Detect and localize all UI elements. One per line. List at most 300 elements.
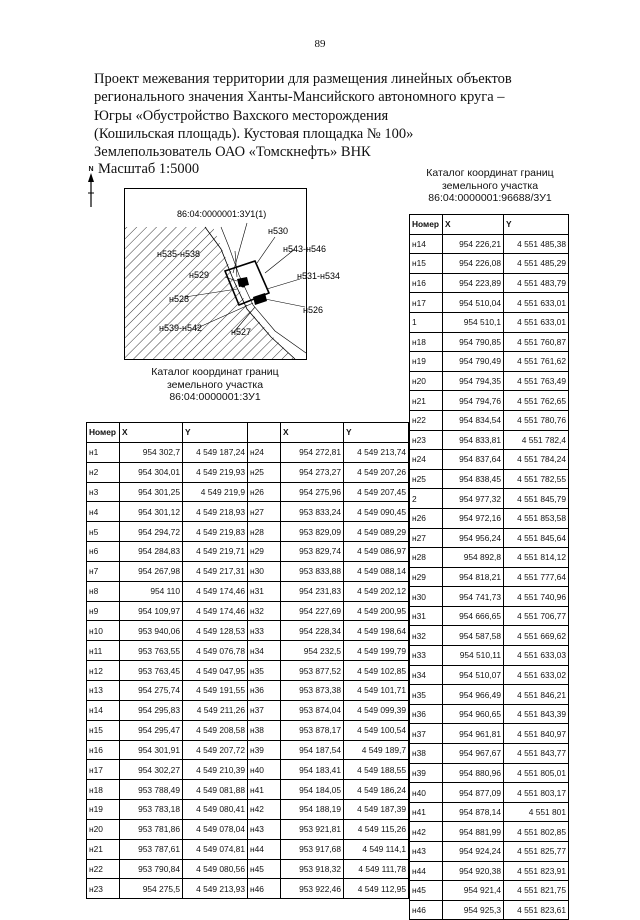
cell-num: н40 xyxy=(248,760,281,780)
cell-x: 954 302,27 xyxy=(120,760,183,780)
cell-y: 4 549 218,93 xyxy=(183,502,248,522)
table-row xyxy=(87,542,409,562)
cell-x: 954 272,81 xyxy=(281,442,344,462)
cell-num: н23 xyxy=(410,430,443,450)
cell-num: н29 xyxy=(410,567,443,587)
cell-x: 953 787,61 xyxy=(120,839,183,859)
cell-x: 954 301,25 xyxy=(120,482,183,502)
cell-x: 954 273,27 xyxy=(281,462,344,482)
map-label-n535-538: н535-н538 xyxy=(157,249,200,259)
cell-num: н43 xyxy=(410,842,443,862)
header-num: Номер xyxy=(87,423,120,443)
cell-num: н28 xyxy=(410,548,443,568)
header-x: X xyxy=(281,423,344,443)
table-row xyxy=(87,442,409,462)
cell-num: н21 xyxy=(410,391,443,411)
cell-x: 954 925,3 xyxy=(443,900,504,920)
title-line: Югры «Обустройство Вахского месторождения xyxy=(94,107,389,124)
cell-num: н34 xyxy=(410,665,443,685)
table-row xyxy=(410,704,569,724)
table-row xyxy=(410,744,569,764)
cell-x: 954 227,69 xyxy=(281,601,344,621)
cell-x: 954 228,34 xyxy=(281,621,344,641)
cell-x: 954 818,21 xyxy=(443,567,504,587)
map-label-n530: н530 xyxy=(268,226,288,236)
cell-x: 954 295,83 xyxy=(120,700,183,720)
cell-num: н31 xyxy=(248,581,281,601)
table-row xyxy=(410,822,569,842)
map-label-n531-534: н531-н534 xyxy=(297,271,340,281)
cell-y: 4 551 803,17 xyxy=(504,783,569,803)
table-row xyxy=(410,802,569,822)
cell-x: 953 878,17 xyxy=(281,720,344,740)
cell-x: 954 510,1 xyxy=(443,312,504,332)
cell-num: н43 xyxy=(248,819,281,839)
cell-num: н26 xyxy=(410,508,443,528)
cell-num: н12 xyxy=(87,661,120,681)
cell-num: н16 xyxy=(410,273,443,293)
table-row xyxy=(410,528,569,548)
cell-num: н11 xyxy=(87,641,120,661)
header-y: Y xyxy=(504,215,569,235)
table-row xyxy=(87,800,409,820)
cell-y: 4 549 202,12 xyxy=(344,581,409,601)
map-label-parcel: 86:04:0000001:3У1(1) xyxy=(177,209,267,219)
cell-y: 4 551 483,79 xyxy=(504,273,569,293)
cell-x: 954 301,91 xyxy=(120,740,183,760)
cell-num: н41 xyxy=(410,802,443,822)
caption-line: 86:04:0000001:3У1 xyxy=(169,391,261,403)
cell-x: 954 294,72 xyxy=(120,522,183,542)
cell-y: 4 551 760,87 xyxy=(504,332,569,352)
catalog1-table xyxy=(86,422,409,899)
cell-num: н28 xyxy=(248,522,281,542)
table-row xyxy=(87,780,409,800)
cell-y: 4 551 633,02 xyxy=(504,665,569,685)
cell-x: 954 275,5 xyxy=(120,879,183,899)
cell-y: 4 549 188,55 xyxy=(344,760,409,780)
cell-y: 4 549 207,45 xyxy=(344,482,409,502)
cell-num: н14 xyxy=(410,234,443,254)
cell-y: 4 549 219,71 xyxy=(183,542,248,562)
table-row xyxy=(87,661,409,681)
table-row xyxy=(87,839,409,859)
cell-y: 4 551 780,76 xyxy=(504,410,569,430)
map-label-n539-542: н539-н542 xyxy=(159,323,202,333)
cell-num: н42 xyxy=(248,800,281,820)
cell-y: 4 549 115,26 xyxy=(344,819,409,839)
cell-num: н8 xyxy=(87,581,120,601)
cell-y: 4 551 814,12 xyxy=(504,548,569,568)
scale-label: Масштаб 1:5000 xyxy=(98,161,200,177)
table-row xyxy=(87,522,409,542)
cell-y: 4 549 210,39 xyxy=(183,760,248,780)
table-row xyxy=(87,462,409,482)
cell-num: н9 xyxy=(87,601,120,621)
cell-x: 954 510,07 xyxy=(443,665,504,685)
cell-x: 954 794,35 xyxy=(443,371,504,391)
cell-y: 4 551 802,85 xyxy=(504,822,569,842)
cell-y: 4 551 633,01 xyxy=(504,293,569,313)
table-row xyxy=(87,760,409,780)
table-row xyxy=(410,861,569,881)
title-line: регионального значения Ханты-Мансийского автономного круга – xyxy=(94,89,505,106)
cell-num: н46 xyxy=(410,900,443,920)
cell-x: 954 188,19 xyxy=(281,800,344,820)
cell-num: н39 xyxy=(248,740,281,760)
cell-num: н6 xyxy=(87,542,120,562)
cell-num: н41 xyxy=(248,780,281,800)
north-arrow-icon xyxy=(86,173,96,207)
cell-num: н27 xyxy=(248,502,281,522)
table-row xyxy=(410,665,569,685)
table-row xyxy=(410,587,569,607)
cell-num: н30 xyxy=(410,587,443,607)
cell-x: 953 829,09 xyxy=(281,522,344,542)
caption-line: земельного участка xyxy=(166,378,264,391)
table-row xyxy=(410,450,569,470)
cell-x: 954 226,08 xyxy=(443,254,504,274)
cell-y: 4 549 080,56 xyxy=(183,859,248,879)
map-label-n543-546: н543-н546 xyxy=(283,244,326,254)
cell-x: 953 829,74 xyxy=(281,542,344,562)
cell-x: 954 301,12 xyxy=(120,502,183,522)
cell-y: 4 549 081,88 xyxy=(183,780,248,800)
cell-x: 954 275,74 xyxy=(120,680,183,700)
cell-y: 4 551 846,21 xyxy=(504,685,569,705)
table-row xyxy=(410,900,569,920)
cell-num: н10 xyxy=(87,621,120,641)
cell-num: н22 xyxy=(410,410,443,430)
cell-num: н17 xyxy=(87,760,120,780)
cell-y: 4 549 074,81 xyxy=(183,839,248,859)
table-row xyxy=(410,489,569,509)
cell-y: 4 551 485,29 xyxy=(504,254,569,274)
table-row xyxy=(87,621,409,641)
cell-y: 4 551 669,62 xyxy=(504,626,569,646)
cell-num: н45 xyxy=(410,881,443,901)
cell-num: н26 xyxy=(248,482,281,502)
header-x: X xyxy=(443,215,504,235)
table-row xyxy=(410,254,569,274)
header-y: Y xyxy=(344,423,409,443)
cell-y: 4 551 845,79 xyxy=(504,489,569,509)
cell-num: н32 xyxy=(248,601,281,621)
table-row xyxy=(87,720,409,740)
cell-x: 953 790,84 xyxy=(120,859,183,879)
cell-y: 4 549 211,26 xyxy=(183,700,248,720)
cell-x: 953 788,49 xyxy=(120,780,183,800)
cell-num: н3 xyxy=(87,482,120,502)
cell-x: 954 880,96 xyxy=(443,763,504,783)
cell-num: н38 xyxy=(248,720,281,740)
map-drawing xyxy=(125,189,340,359)
cell-num: н38 xyxy=(410,744,443,764)
cell-y: 4 551 740,96 xyxy=(504,587,569,607)
title-line: (Кошильская площадь). Кустовая площадка № 100» xyxy=(94,125,414,142)
cell-num: н33 xyxy=(248,621,281,641)
cell-num: н25 xyxy=(410,469,443,489)
cell-x: 953 877,52 xyxy=(281,661,344,681)
cell-x: 953 940,06 xyxy=(120,621,183,641)
cell-y: 4 549 199,79 xyxy=(344,641,409,661)
table-header-row xyxy=(410,215,569,235)
cell-x: 954 878,14 xyxy=(443,802,504,822)
cell-y: 4 549 078,04 xyxy=(183,819,248,839)
table-row xyxy=(87,601,409,621)
map-label-n527: н527 xyxy=(231,327,251,337)
cell-x: 954 232,5 xyxy=(281,641,344,661)
north-label: N xyxy=(88,166,94,173)
cell-num: н18 xyxy=(87,780,120,800)
cell-num: н7 xyxy=(87,561,120,581)
cell-num: н15 xyxy=(87,720,120,740)
cell-x: 954 110 xyxy=(120,581,183,601)
table-row xyxy=(410,410,569,430)
cell-x: 953 763,55 xyxy=(120,641,183,661)
cell-y: 4 549 186,24 xyxy=(344,780,409,800)
table-row xyxy=(410,391,569,411)
cell-num: 1 xyxy=(410,312,443,332)
cell-num: н21 xyxy=(87,839,120,859)
cell-x: 954 794,76 xyxy=(443,391,504,411)
table-row xyxy=(410,724,569,744)
cell-x: 954 833,81 xyxy=(443,430,504,450)
cell-num: н14 xyxy=(87,700,120,720)
cell-num: н13 xyxy=(87,680,120,700)
cell-y: 4 551 823,91 xyxy=(504,861,569,881)
map-label-n528: н528 xyxy=(169,294,189,304)
cell-x: 954 790,85 xyxy=(443,332,504,352)
cell-x: 954 838,45 xyxy=(443,469,504,489)
cell-x: 954 267,98 xyxy=(120,561,183,581)
table-row xyxy=(87,700,409,720)
cell-num: н24 xyxy=(410,450,443,470)
cell-y: 4 551 633,01 xyxy=(504,312,569,332)
cell-x: 954 510,04 xyxy=(443,293,504,313)
cell-y: 4 549 099,39 xyxy=(344,700,409,720)
cell-y: 4 551 784,24 xyxy=(504,450,569,470)
cell-num: н23 xyxy=(87,879,120,899)
cell-y: 4 551 706,77 xyxy=(504,606,569,626)
cell-num: н19 xyxy=(87,800,120,820)
cell-num: н16 xyxy=(87,740,120,760)
cell-num: н37 xyxy=(410,724,443,744)
cell-y: 4 551 763,49 xyxy=(504,371,569,391)
table-row xyxy=(87,581,409,601)
catalog2-caption xyxy=(400,167,580,205)
caption-line: Каталог координат границ xyxy=(151,366,279,378)
cell-y: 4 549 111,78 xyxy=(344,859,409,879)
table-row xyxy=(410,626,569,646)
cell-y: 4 549 128,53 xyxy=(183,621,248,641)
cell-num: н20 xyxy=(410,371,443,391)
catalog1-caption xyxy=(125,366,305,404)
table-row xyxy=(410,332,569,352)
cell-x: 954 741,73 xyxy=(443,587,504,607)
cell-y: 4 549 088,14 xyxy=(344,561,409,581)
cell-num: н33 xyxy=(410,646,443,666)
cell-num: н5 xyxy=(87,522,120,542)
table-row xyxy=(410,234,569,254)
table-row xyxy=(410,842,569,862)
table-row xyxy=(410,685,569,705)
table-row xyxy=(410,273,569,293)
parcel-marker xyxy=(241,283,246,288)
table-row xyxy=(87,819,409,839)
cell-num: н35 xyxy=(410,685,443,705)
table-row xyxy=(410,312,569,332)
cell-y: 4 549 198,64 xyxy=(344,621,409,641)
cell-num: н19 xyxy=(410,352,443,372)
cell-y: 4 551 843,77 xyxy=(504,744,569,764)
cell-num: н25 xyxy=(248,462,281,482)
cell-y: 4 551 843,39 xyxy=(504,704,569,724)
title-line: Проект межевания территории для размещения линейных объектов xyxy=(94,71,512,87)
cell-x: 953 763,45 xyxy=(120,661,183,681)
cell-num: 2 xyxy=(410,489,443,509)
cell-x: 954 881,99 xyxy=(443,822,504,842)
header-num xyxy=(248,423,281,443)
table-row xyxy=(410,606,569,626)
cell-y: 4 549 207,72 xyxy=(183,740,248,760)
cell-x: 954 967,67 xyxy=(443,744,504,764)
cell-num: н18 xyxy=(410,332,443,352)
cell-y: 4 549 213,93 xyxy=(183,879,248,899)
cell-x: 953 833,88 xyxy=(281,561,344,581)
cell-y: 4 549 114,1 xyxy=(344,839,409,859)
table-row xyxy=(410,469,569,489)
cell-num: н29 xyxy=(248,542,281,562)
cell-y: 4 549 219,83 xyxy=(183,522,248,542)
cell-y: 4 549 047,95 xyxy=(183,661,248,681)
table-row xyxy=(87,879,409,899)
caption-line: земельного участка xyxy=(441,179,539,192)
cell-y: 4 551 821,75 xyxy=(504,881,569,901)
cell-y: 4 549 189,7 xyxy=(344,740,409,760)
cell-x: 954 972,16 xyxy=(443,508,504,528)
cell-y: 4 549 090,45 xyxy=(344,502,409,522)
cell-num: н20 xyxy=(87,819,120,839)
header-num: Номер xyxy=(410,215,443,235)
cell-x: 954 960,65 xyxy=(443,704,504,724)
cell-x: 954 226,21 xyxy=(443,234,504,254)
cell-y: 4 549 174,46 xyxy=(183,601,248,621)
document-title xyxy=(94,70,564,161)
cell-num: н37 xyxy=(248,700,281,720)
cell-num: н17 xyxy=(410,293,443,313)
table-row xyxy=(87,482,409,502)
table-row xyxy=(410,352,569,372)
cell-x: 954 924,24 xyxy=(443,842,504,862)
cell-y: 4 551 853,58 xyxy=(504,508,569,528)
north-arrow xyxy=(86,166,96,212)
cell-y: 4 551 840,97 xyxy=(504,724,569,744)
page-number: 89 xyxy=(314,38,326,50)
table-row xyxy=(87,680,409,700)
cell-y: 4 549 191,55 xyxy=(183,680,248,700)
table-row xyxy=(410,548,569,568)
cell-y: 4 551 633,03 xyxy=(504,646,569,666)
cell-num: н40 xyxy=(410,783,443,803)
cell-y: 4 551 762,65 xyxy=(504,391,569,411)
table-row xyxy=(87,502,409,522)
cell-y: 4 549 080,41 xyxy=(183,800,248,820)
cell-y: 4 551 801 xyxy=(504,802,569,822)
cell-num: н35 xyxy=(248,661,281,681)
cell-x: 954 304,01 xyxy=(120,462,183,482)
table-row xyxy=(410,783,569,803)
cell-x: 954 231,83 xyxy=(281,581,344,601)
cell-x: 954 837,64 xyxy=(443,450,504,470)
cell-y: 4 549 102,85 xyxy=(344,661,409,681)
cell-x: 954 666,65 xyxy=(443,606,504,626)
cell-x: 953 833,24 xyxy=(281,502,344,522)
table-row xyxy=(410,763,569,783)
cell-x: 954 587,58 xyxy=(443,626,504,646)
cell-x: 954 284,83 xyxy=(120,542,183,562)
cell-y: 4 549 100,54 xyxy=(344,720,409,740)
cell-num: н34 xyxy=(248,641,281,661)
map-label-n529: н529 xyxy=(189,270,209,280)
cell-x: 954 184,05 xyxy=(281,780,344,800)
cell-num: н4 xyxy=(87,502,120,522)
cell-num: н24 xyxy=(248,442,281,462)
header-y: Y xyxy=(183,423,248,443)
cell-num: н32 xyxy=(410,626,443,646)
cell-y: 4 549 207,26 xyxy=(344,462,409,482)
table-row xyxy=(87,859,409,879)
cell-x: 954 187,54 xyxy=(281,740,344,760)
cell-y: 4 549 217,31 xyxy=(183,561,248,581)
table-row xyxy=(410,881,569,901)
cell-x: 954 109,97 xyxy=(120,601,183,621)
cell-y: 4 549 219,93 xyxy=(183,462,248,482)
cell-x: 954 295,47 xyxy=(120,720,183,740)
cell-x: 953 918,32 xyxy=(281,859,344,879)
site-plan-map xyxy=(124,188,340,360)
table-row xyxy=(410,646,569,666)
cell-x: 954 877,09 xyxy=(443,783,504,803)
cell-y: 4 551 782,4 xyxy=(504,430,569,450)
cell-y: 4 549 112,95 xyxy=(344,879,409,899)
cell-y: 4 549 187,39 xyxy=(344,800,409,820)
cell-y: 4 551 782,55 xyxy=(504,469,569,489)
cell-y: 4 551 805,01 xyxy=(504,763,569,783)
cell-y: 4 549 219,9 xyxy=(183,482,248,502)
cell-y: 4 551 485,38 xyxy=(504,234,569,254)
cell-y: 4 549 089,29 xyxy=(344,522,409,542)
cell-x: 953 917,68 xyxy=(281,839,344,859)
cell-x: 954 977,32 xyxy=(443,489,504,509)
cell-y: 4 551 823,61 xyxy=(504,900,569,920)
cell-x: 953 874,04 xyxy=(281,700,344,720)
cell-y: 4 549 200,95 xyxy=(344,601,409,621)
cell-x: 954 223,89 xyxy=(443,273,504,293)
cell-num: н36 xyxy=(410,704,443,724)
cell-x: 954 510,11 xyxy=(443,646,504,666)
header-x: X xyxy=(120,423,183,443)
cell-x: 954 956,24 xyxy=(443,528,504,548)
caption-line: 86:04:0000001:96688/3У1 xyxy=(428,192,552,204)
cell-x: 954 275,96 xyxy=(281,482,344,502)
cell-num: н2 xyxy=(87,462,120,482)
cell-x: 954 921,4 xyxy=(443,881,504,901)
table-row xyxy=(410,371,569,391)
map-label-n526: н526 xyxy=(303,305,323,315)
title-line: Землепользователь ОАО «Томскнефть» ВНК xyxy=(94,144,371,161)
cell-x: 954 790,49 xyxy=(443,352,504,372)
